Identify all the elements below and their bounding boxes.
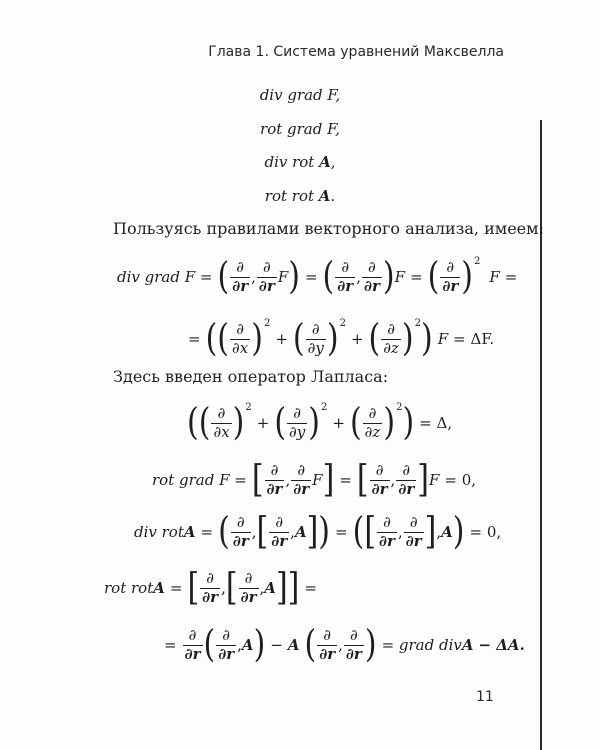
equation-div-grad: div grad F = ( $\frac{\partial}{\partial r}$ , $\frac{\partial}{\partial r}$ F ) = ( $\frac{\partial}{\partial r}$ , $\frac{\partial}{\partial r}$ ) F = ( $\frac{\partial}{\partial r}$ ) 2 F =: [117, 254, 518, 299]
lhs: div grad F =: [117, 268, 213, 286]
page-number: 11: [476, 689, 494, 705]
list-item-rot-grad: rot grad F,: [260, 120, 340, 138]
paragraph-laplace: Здесь введен оператор Лапласа:: [113, 367, 389, 386]
punct: ,: [330, 153, 336, 171]
equation-laplace-operator: ( ( $\frac{\partial}{\partial x}$ ) 2 + ( $\frac{\partial}{\partial y}$ ) 2 + ( $\frac{\partial}{\partial z}$ ) 2 ) = Δ,: [187, 400, 453, 445]
list-item-rot-rot: [0, 187, 600, 205]
fraction: $\frac{\partial}{\partial r}$: [258, 257, 275, 295]
expr-text: div rot: [264, 153, 320, 171]
equation-laplacian-expansion: = ( ( $\frac{\partial}{\partial x}$ ) 2 + ( $\frac{\partial}{\partial y}$ ) 2 + ( $\frac{\partial}{\partial z}$ ) 2 ) F = ΔF.: [188, 316, 495, 361]
paragraph-intro: Пользуясь правилами векторного анализа, имеем:: [113, 219, 544, 238]
list-item-div-rot: [0, 153, 600, 171]
equation-rot-rot-result: = $\frac{\partial}{\partial r}$ ( $\frac{\partial}{\partial r}$ , A ) − A ( $\frac{\partial}{\partial r}$ , $\frac{\partial}{\partial r}$ ) = grad div A − ΔA.: [164, 622, 525, 667]
equation-rot-rot: rot rot A = [ $\frac{\partial}{\partial r}$ , [ $\frac{\partial}{\partial r}$ , A ] ] =: [104, 565, 317, 610]
equation-div-rot: div rot A = ( $\frac{\partial}{\partial r}$ , [ $\frac{\partial}{\partial r}$ , A ] ) = ( [ $\frac{\partial}{\partial r}$ , $\frac{\partial}{\partial r}$ ] , A ) = 0,: [134, 509, 502, 554]
running-head: Глава 1. Система уравнений Максвелла: [208, 44, 504, 60]
fraction: $\frac{\partial}{\partial r}$: [232, 257, 249, 295]
punct: .: [330, 187, 336, 205]
vector-A: A: [318, 187, 331, 205]
page-edge-line: [540, 120, 542, 750]
equation-rot-grad: rot grad F = [ $\frac{\partial}{\partial r}$ , $\frac{\partial}{\partial r}$ F ] = [ $\frac{\partial}{\partial r}$ , $\frac{\partial}{\partial r}$ ] F = 0,: [152, 457, 477, 502]
expr-text: rot rot: [264, 187, 319, 205]
vector-A: A: [319, 153, 331, 171]
list-item-div-grad: div grad F,: [259, 86, 341, 104]
